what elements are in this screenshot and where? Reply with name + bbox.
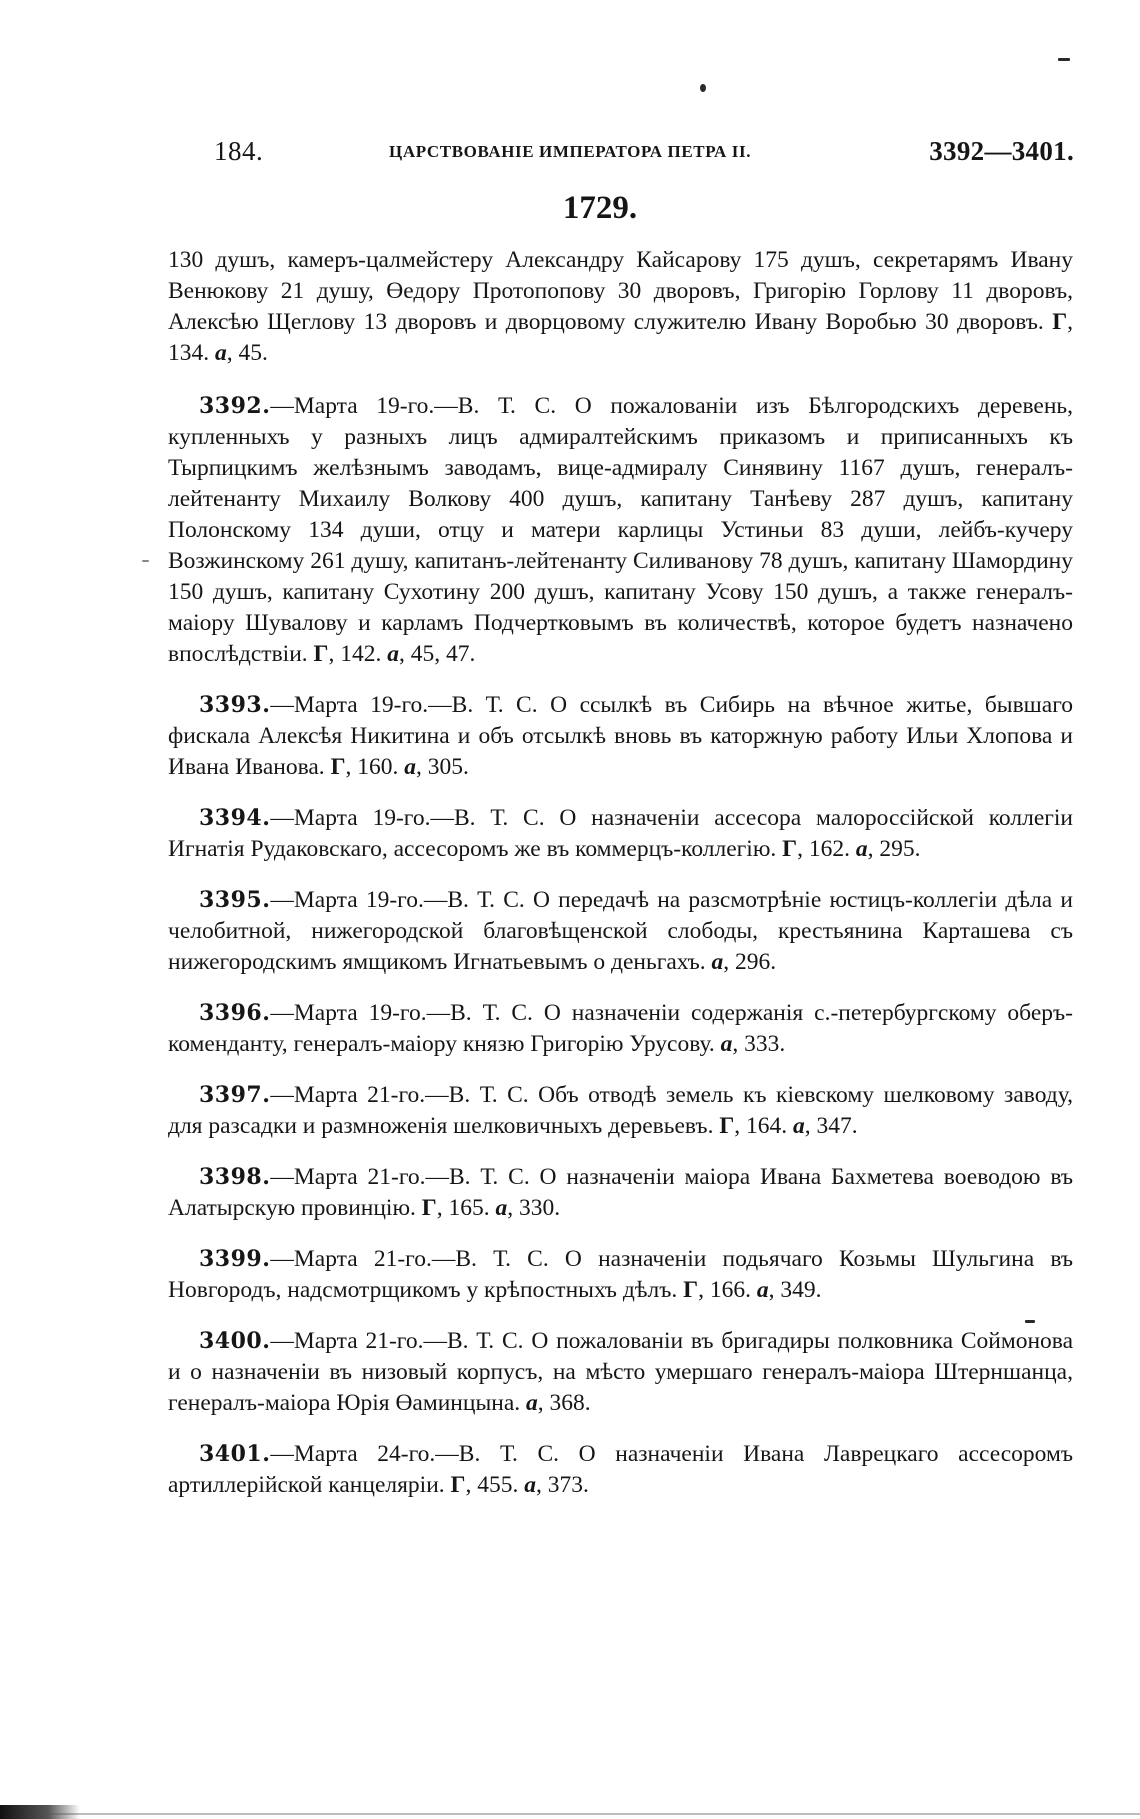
ref-number: , 165.	[436, 1195, 490, 1221]
scan-speck	[142, 560, 149, 562]
entry-text: —Марта 19-го.—В. Т. С. О назначеніи ассесора малороссійской коллегіи Игнатія Рудаковскаго, ассесоромъ же въ коммерцъ-коллегію.	[168, 805, 1073, 862]
ref-letter-a: а	[855, 836, 868, 862]
entry-number: 3396.	[199, 1000, 271, 1026]
scan-speck	[1058, 58, 1070, 61]
continuation-text: 130 душъ, камеръ-цалмейстеру Александру Кайсарову 175 душъ, секретарямъ Ивану Венюкову 21 душу, Өедору Протопопову 30 дворовъ, Григорію Горлову 11 дворовъ, Алексѣю Щеглову 13 дворовъ и дворцовому служителю Ивану Воробью 30 дворовъ.	[168, 247, 1073, 335]
entry-3396	[168, 998, 1073, 1060]
ref-letter-g: Г	[421, 1195, 437, 1221]
page-header	[214, 136, 1074, 176]
ref-number: , 166.	[698, 1277, 751, 1303]
entry-number: 3395.	[199, 887, 271, 913]
ref-number: , 134.	[168, 309, 1074, 366]
entry-text: —Марта 21-го.—В. Т. С. О назначеніи маіора Ивана Бахметева воеводою въ Алатырскую провинцію.	[168, 1164, 1073, 1221]
entry-number: 3399.	[199, 1246, 271, 1272]
entry-3394	[168, 803, 1073, 865]
entry-range: 3392—3401.	[929, 136, 1074, 166]
entry-3401	[168, 1439, 1073, 1501]
ref-number: , 305.	[416, 754, 469, 780]
ref-letter-g: Г	[330, 754, 346, 780]
entry-3400	[168, 1326, 1073, 1419]
entry-text: —Марта 19-го.—В. Т. С. О ссылкѣ въ Сибирь на вѣчное житье, бывшаго фискала Алексѣя Никитина и объ отсылкѣ вновь въ каторжную работу Ильи Хлопова и Ивана Иванова.	[168, 692, 1073, 780]
ref-letter-a: а	[711, 949, 724, 975]
ref-letter-g: Г	[450, 1472, 466, 1498]
ref-letter-a: а	[387, 641, 399, 667]
ref-letter-a: а	[793, 1113, 805, 1139]
ref-number: , 455.	[465, 1472, 519, 1498]
ref-number: , 333.	[732, 1031, 786, 1057]
ref-letter-g: Г	[782, 836, 798, 862]
year-heading: 1729.	[562, 190, 638, 226]
ref-number: , 160.	[345, 754, 399, 780]
entry-number: 3398.	[199, 1164, 271, 1190]
ref-number: , 142.	[328, 641, 382, 667]
ref-letter-a: а	[526, 1390, 538, 1416]
ref-number: , 162.	[797, 836, 850, 862]
entry-text: —Марта 21-го.—В. Т. С. О пожалованіи въ бригадиры полковника Соймонова и о назначеніи въ низовый корпусъ, на мѣсто умершаго генералъ-маіора Штерншанца, генералъ-маіора Юрія Өаминцына.	[168, 1328, 1073, 1416]
entry-number: 3393.	[199, 692, 271, 718]
entry-number: 3392.	[199, 393, 271, 419]
entry-text: —Марта 19-го.—В. Т. С. О передачѣ на разсмотрѣніе юстицъ-коллегіи дѣла и челобитной, нижегородской благовѣщенской слободы, крестьянина Карташева съ нижегородскимъ ямщикомъ Игнатьевымъ о деньгахъ.	[168, 887, 1073, 975]
ref-letter-a: а	[495, 1195, 508, 1221]
ref-letter-g: Г	[719, 1113, 735, 1139]
page-number: 184.	[214, 136, 264, 166]
ref-number: , 349.	[768, 1277, 822, 1303]
continuation-paragraph	[168, 245, 1073, 369]
ref-number: , 295.	[867, 836, 921, 862]
scan-bottom-line	[0, 1813, 1140, 1815]
entry-3393	[168, 690, 1073, 783]
document-body	[168, 245, 1073, 1521]
scan-edge-shadow	[0, 1805, 80, 1819]
entry-3392	[168, 391, 1073, 670]
ref-letter-g: Г	[1052, 309, 1068, 335]
ref-letter-a: а	[215, 340, 227, 366]
entry-number: 3397.	[199, 1082, 271, 1108]
ref-letter-a: а	[720, 1031, 733, 1057]
running-title: ЦАРСТВОВАНІЕ ИМПЕРАТОРА ПЕТРА II.	[389, 142, 752, 161]
ref-letter-g: Г	[313, 641, 329, 667]
ref-number: , 373.	[535, 1472, 589, 1498]
ref-number: , 296.	[723, 949, 777, 975]
entry-3399	[168, 1244, 1073, 1306]
ref-number: , 330.	[507, 1195, 561, 1221]
scan-speck	[700, 84, 706, 92]
entry-text: —Марта 24-го.—В. Т. С. О назначеніи Ивана Лаврецкаго ассесоромъ артиллерійской канцеляріи.	[168, 1441, 1073, 1498]
entry-number: 3401.	[199, 1441, 271, 1467]
entry-text: —Марта 19-го.—В. Т. С. О назначеніи содержанія с.-петербургскому оберъ-коменданту, генералъ-маіору князю Григорію Урусову.	[168, 1000, 1073, 1057]
entry-3395	[168, 885, 1073, 978]
entry-number: 3400.	[199, 1328, 271, 1354]
entry-text: —Марта 21-го.—В. Т. С. О назначеніи подьячаго Козьмы Шульгина въ Новгородъ, надсмотрщикомъ у крѣпостныхъ дѣлъ.	[168, 1246, 1073, 1303]
ref-letter-a: а	[524, 1472, 536, 1498]
ref-number: , 164.	[734, 1113, 788, 1139]
ref-number: , 45, 47.	[399, 641, 476, 667]
entry-3398	[168, 1162, 1073, 1224]
entry-3397	[168, 1080, 1073, 1142]
ref-number: , 45.	[226, 340, 268, 366]
entry-text: —Марта 19-го.—В. Т. С. О пожалованіи изъ Бѣлгородскихъ деревень, купленныхъ у разныхъ лицъ адмиралтейскимъ приказомъ и приписанныхъ къ Тырпицкимъ желѣзнымъ заводамъ, вице-адмиралу Синявину 1167 душъ, генералъ-лейтенанту Михаилу Волкову 400 душъ, капитану Танѣеву 287 душъ, капитану Полонскому 134 души, отцу и матери карлицы Устиньи 83 души, лейбъ-кучеру Возжинскому 261 душу, капитанъ-лейтенанту Силиванову 78 душъ, капитану Шамордину 150 душъ, капитану Сухотину 200 душъ, капитану Усову 150 душъ, а также генералъ-маіору Шувалову и карламъ Подчертковымъ въ количествѣ, которое будетъ назначено впослѣдствіи.	[168, 393, 1073, 667]
ref-letter-g: Г	[683, 1277, 699, 1303]
entry-number: 3394.	[199, 805, 271, 831]
ref-letter-a: а	[756, 1277, 769, 1303]
ref-letter-a: а	[404, 754, 417, 780]
ref-number: , 368.	[537, 1390, 591, 1416]
ref-number: , 347.	[804, 1113, 858, 1139]
entry-text: —Марта 21-го.—В. Т. С. Объ отводѣ земель къ кіевскому шелковому заводу, для разсадки и размноженія шелковичныхъ деревьевъ.	[168, 1082, 1073, 1139]
